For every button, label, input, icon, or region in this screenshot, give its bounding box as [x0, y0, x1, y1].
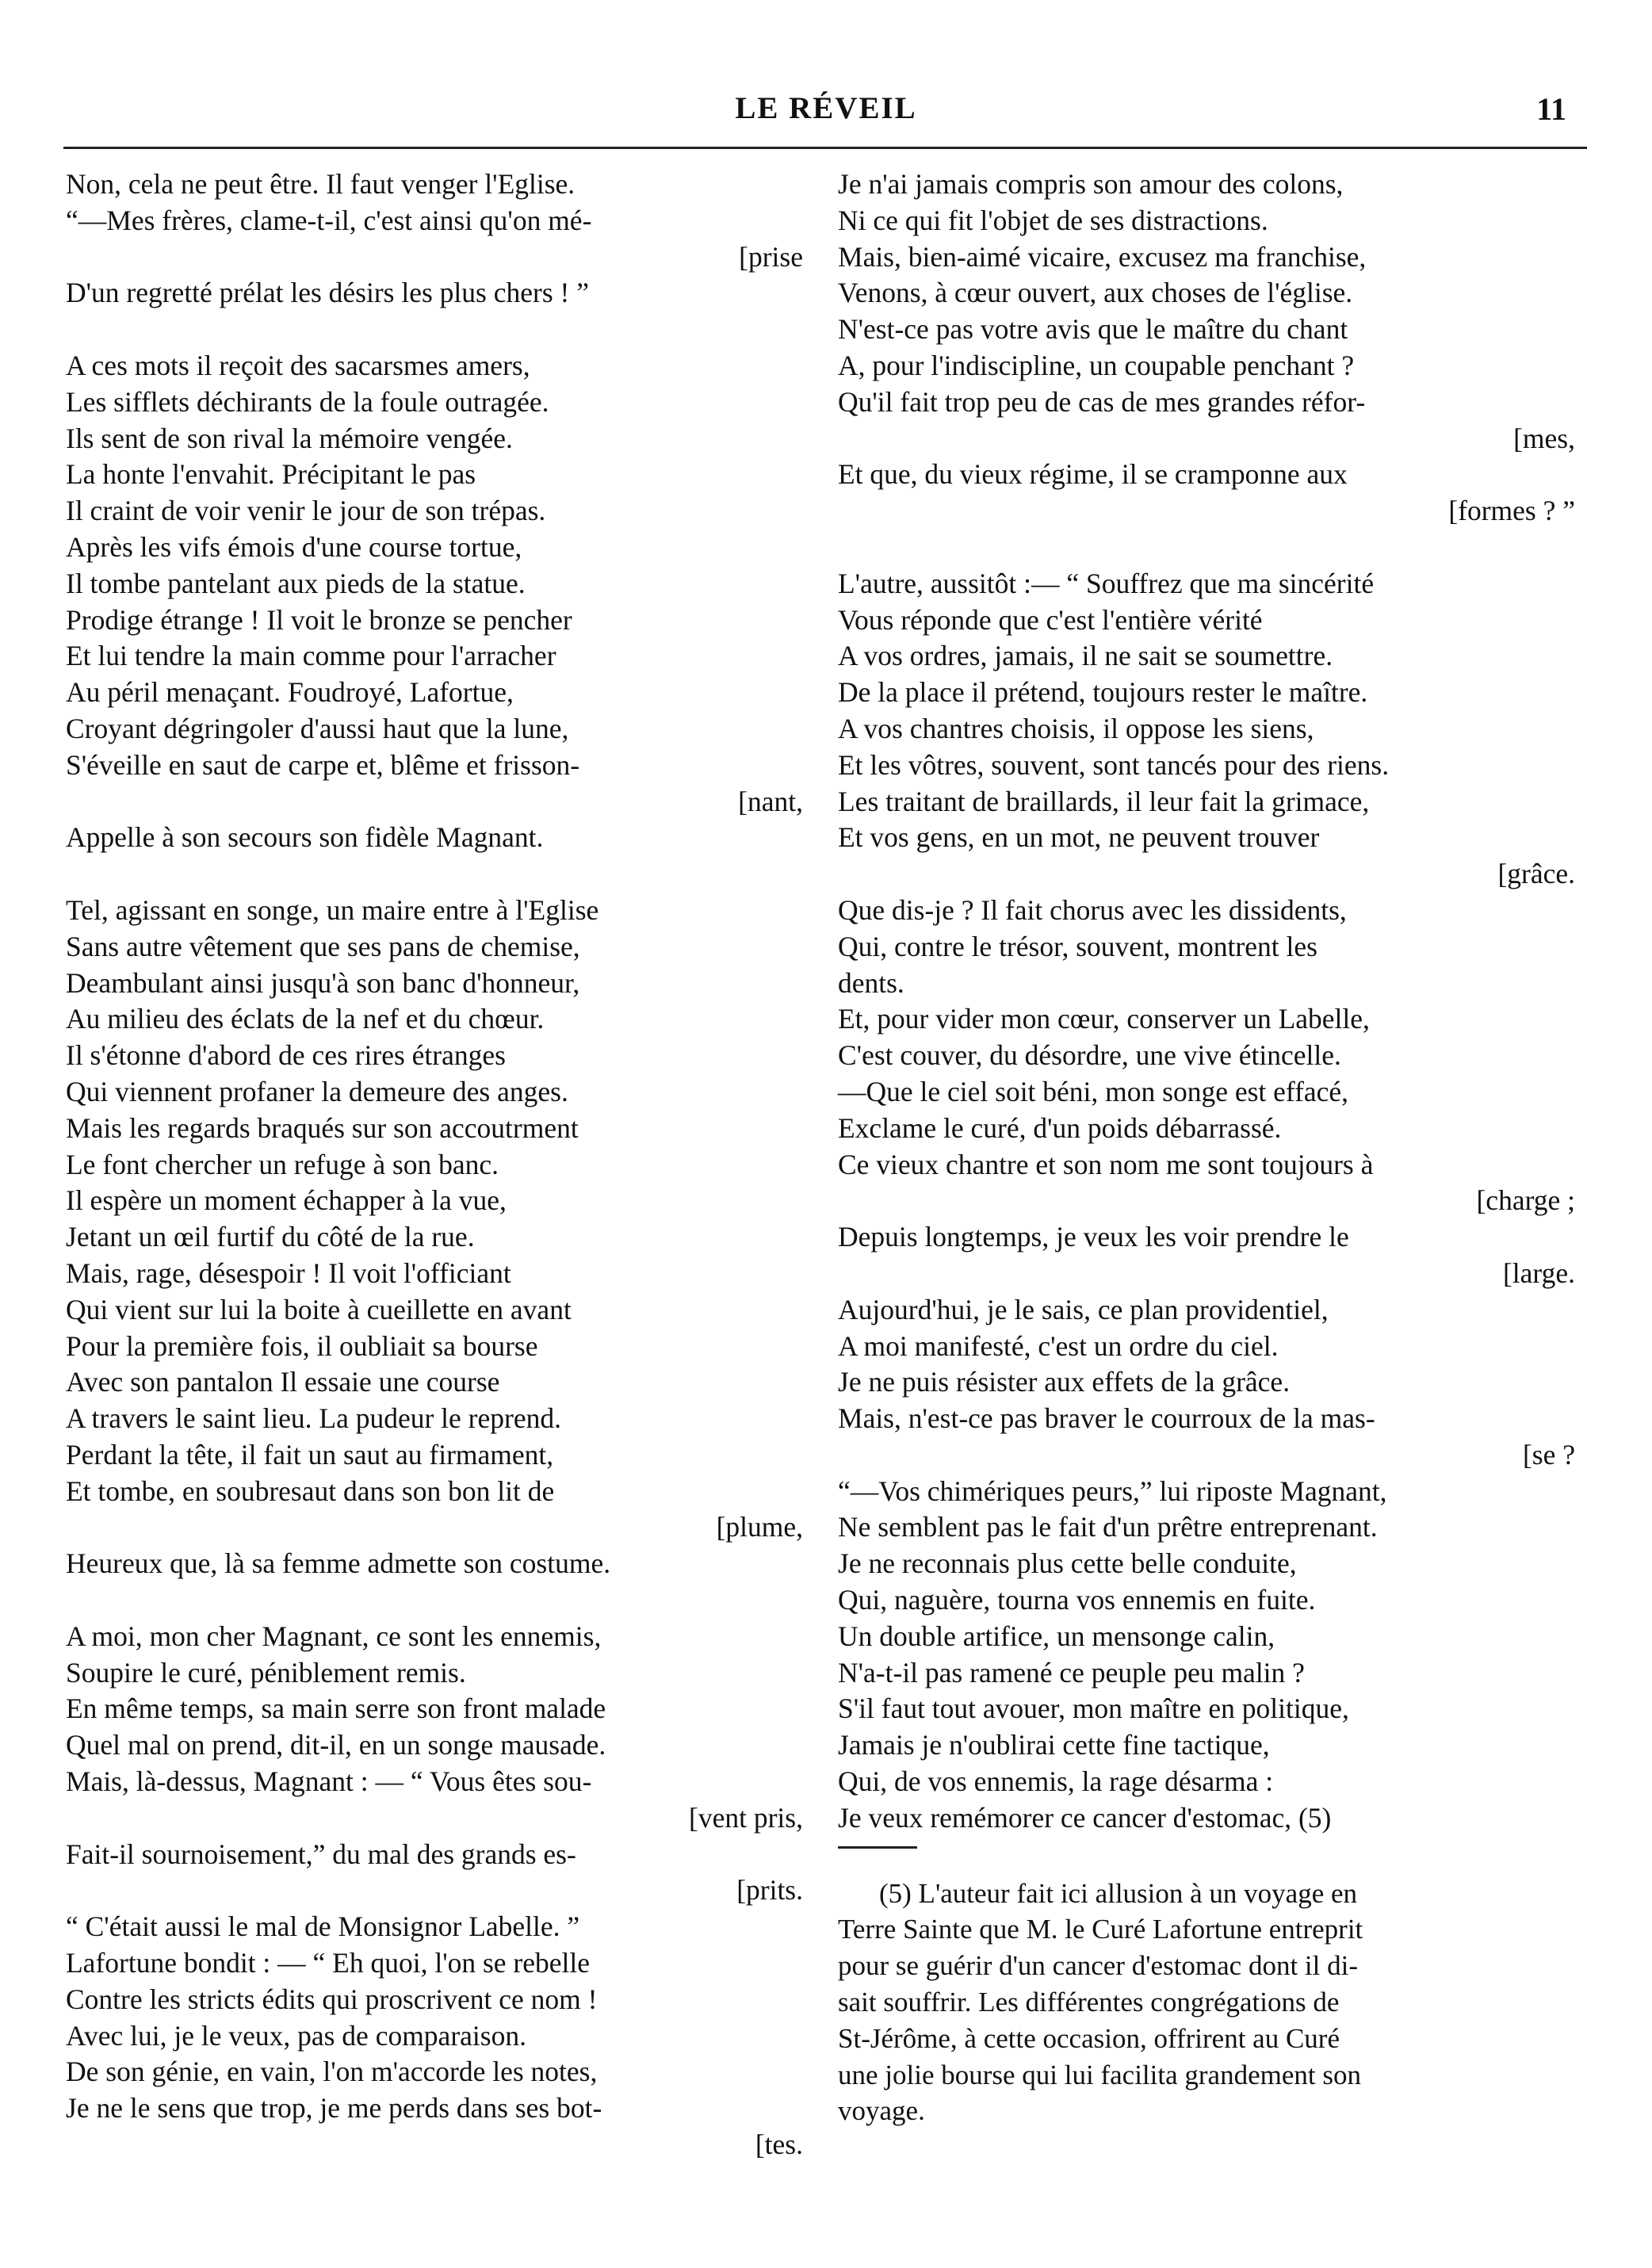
verse-line: Qui, naguère, tourna vos ennemis en fuite. — [838, 1584, 1316, 1616]
verse-line: Les sifflets déchirants de la foule outragée. — [66, 385, 549, 418]
verse-line: Deambulant ainsi jusqu'à son banc d'honneur, — [66, 966, 580, 999]
verse-line: Qui, de vos ennemis, la rage désarma : — [838, 1765, 1274, 1798]
verse-line: Et, pour vider mon cœur, conserver un Labelle, — [838, 1003, 1370, 1035]
verse-line: Je ne reconnais plus cette belle conduite, — [838, 1547, 1297, 1580]
verse-line: Quel mal on prend, dit-il, en un songe mausade. — [66, 1729, 606, 1761]
verse-line: Croyant dégringoler d'aussi haut que la lune, — [66, 712, 569, 744]
verse-line-continuation: [prits. — [736, 1874, 803, 1907]
verse-line: Mais, n'est-ce pas braver le courroux de la mas- — [838, 1402, 1375, 1435]
verse-line: Sans autre vêtement que ses pans de chemise, — [66, 930, 580, 962]
verse-line: Il s'étonne d'abord de ces rires étranges — [66, 1039, 506, 1072]
footnote-line: une jolie bourse qui lui facilita grandement son — [838, 2059, 1361, 2090]
verse-line: Qui, contre le trésor, souvent, montrent les — [838, 930, 1317, 962]
verse-line: A ces mots il reçoit des sacarsmes amers, — [66, 349, 530, 381]
header-rule — [63, 147, 1587, 149]
verse-line: Et tombe, en soubresaut dans son bon lit de — [66, 1474, 555, 1507]
verse-line: N'a-t-il pas ramené ce peuple peu malin ? — [838, 1656, 1305, 1689]
verse-line: Pour la première fois, il oubliait sa bourse — [66, 1329, 538, 1362]
verse-line: Et que, du vieux régime, il se cramponne aux — [838, 458, 1348, 491]
verse-line: Jetant un œil furtif du côté de la rue. — [66, 1221, 475, 1253]
verse-line: A vos chantres choisis, il oppose les siens, — [838, 712, 1314, 744]
verse-line: “ C'était aussi le mal de Monsignor Labelle. ” — [66, 1910, 580, 1943]
verse-line: Les traitant de braillards, il leur fait la grimace, — [838, 785, 1370, 817]
verse-line: Ce vieux chantre et son nom me sont toujours à — [838, 1148, 1374, 1180]
verse-line: Qu'il fait trop peu de cas de mes grandes réfor- — [838, 385, 1366, 418]
verse-line: Exclame le curé, d'un poids débarrassé. — [838, 1111, 1282, 1144]
verse-line: S'éveille en saut de carpe et, blême et frisson- — [66, 748, 580, 781]
verse-line: Avec lui, je le veux, pas de comparaison. — [66, 2019, 526, 2052]
footnote-line: voyage. — [838, 2095, 925, 2127]
verse-line: Je ne le sens que trop, je me perds dans ses bot- — [66, 2092, 602, 2125]
verse-line: Prodige étrange ! Il voit le bronze se pencher — [66, 603, 572, 636]
verse-line: Il tombe pantelant aux pieds de la statue. — [66, 567, 526, 599]
verse-line: Je n'ai jamais compris son amour des colons, — [838, 168, 1344, 200]
verse-line: Appelle à son secours son fidèle Magnant. — [66, 821, 544, 854]
verse-line-continuation: [nant, — [738, 785, 803, 817]
stanza-gap — [66, 1582, 803, 1619]
footnote-line: (5) L'auteur fait ici allusion à un voyage en — [879, 1877, 1358, 1909]
verse-line: Ne semblent pas le fait d'un prêtre entreprenant. — [838, 1511, 1378, 1543]
verse-line: —Que le ciel soit béni, mon songe est effacé, — [838, 1075, 1349, 1107]
verse-line: Au milieu des éclats de la nef et du chœur. — [66, 1003, 545, 1035]
verse-line: De son génie, en vain, l'on m'accorde les notes, — [66, 2056, 598, 2088]
verse-line: A vos ordres, jamais, il ne sait se soumettre. — [838, 640, 1333, 672]
verse-line: Il craint de voir venir le jour de son trépas. — [66, 495, 546, 527]
verse-line-continuation: [se ? — [1522, 1438, 1575, 1471]
verse-line: Qui vient sur lui la boite à cueillette en avant — [66, 1293, 572, 1325]
verse-line: dents. — [838, 966, 904, 999]
verse-line: Mais les regards braqués sur son accoutrment — [66, 1111, 579, 1144]
verse-line: Que dis-je ? Il fait chorus avec les dissidents, — [838, 893, 1347, 926]
verse-line: Vous réponde que c'est l'entière vérité — [838, 603, 1263, 636]
verse-line: Je ne puis résister aux effets de la grâce. — [838, 1366, 1291, 1398]
verse-line: Et les vôtres, souvent, sont tancés pour des riens. — [838, 748, 1390, 781]
verse-line: Qui viennent profaner la demeure des anges. — [66, 1075, 568, 1107]
verse-line-continuation: [prise — [739, 240, 803, 273]
verse-line: L'autre, aussitôt :— “ Souffrez que ma sincérité — [838, 567, 1375, 599]
verse-line: Au péril menaçant. Foudroyé, Lafortue, — [66, 676, 514, 709]
verse-line: Lafortune bondit : — “ Eh quoi, l'on se rebelle — [66, 1947, 590, 1979]
verse-line: En même temps, sa main serre son front malade — [66, 1692, 606, 1725]
stanza-gap — [66, 856, 803, 893]
page-header — [63, 89, 1589, 136]
verse-line: “—Mes frères, clame-t-il, c'est ainsi qu'on mé- — [66, 204, 592, 236]
verse-line: Jamais je n'oublirai cette fine tactique, — [838, 1729, 1270, 1761]
verse-line: Tel, agissant en songe, un maire entre à l'Eglise — [66, 893, 599, 926]
verse-line: Non, cela ne peut être. Il faut venger l'Eglise. — [66, 168, 576, 200]
verse-line: La honte l'envahit. Précipitant le pas — [66, 458, 476, 491]
running-title: LE RÉVEIL — [735, 91, 917, 125]
verse-line: S'il faut tout avouer, mon maître en politique, — [838, 1692, 1349, 1725]
verse-line-continuation: [plume, — [716, 1511, 803, 1543]
verse-line: Mais, rage, désespoir ! Il voit l'officiant — [66, 1256, 511, 1289]
verse-line: Mais, là-dessus, Magnant : — “ Vous êtes sou- — [66, 1765, 592, 1798]
verse-line: N'est-ce pas votre avis que le maître du chant — [838, 313, 1348, 346]
verse-line: De la place il prétend, toujours rester le maître. — [838, 676, 1368, 709]
verse-line: Après les vifs émois d'une course tortue, — [66, 530, 522, 563]
verse-line-continuation: [tes. — [755, 2128, 803, 2161]
verse-line-continuation: [vent pris, — [689, 1801, 803, 1834]
verse-line: Mais, bien-aimé vicaire, excusez ma franchise, — [838, 240, 1367, 273]
verse-line-continuation: [charge ; — [1476, 1184, 1575, 1217]
verse-line-continuation: [mes, — [1513, 422, 1575, 454]
verse-line: C'est couver, du désordre, une vive étincelle. — [838, 1039, 1341, 1072]
verse-line: D'un regretté prélat les désirs les plus chers ! ” — [66, 277, 589, 309]
verse-line: Ni ce qui fit l'objet de ses distractions. — [838, 204, 1268, 236]
verse-line: Depuis longtemps, je veux les voir prendre le — [838, 1221, 1349, 1253]
right-column — [838, 166, 1575, 2129]
stanza-gap — [66, 312, 803, 348]
verse-line: “—Vos chimériques peurs,” lui riposte Magnant, — [838, 1474, 1387, 1507]
footnote-line: Terre Sainte que M. le Curé Lafortune entreprit — [838, 1914, 1363, 1945]
verse-line: Avec son pantalon Il essaie une course — [66, 1366, 500, 1398]
verse-line-continuation: [large. — [1502, 1256, 1575, 1289]
verse-line: A moi manifesté, c'est un ordre du ciel. — [838, 1329, 1279, 1362]
verse-line: Il espère un moment échapper à la vue, — [66, 1184, 507, 1217]
verse-line: Le font chercher un refuge à son banc. — [66, 1148, 499, 1180]
verse-line: Venons, à cœur ouvert, aux choses de l'église. — [838, 277, 1353, 309]
verse-line: A travers le saint lieu. La pudeur le reprend. — [66, 1402, 561, 1435]
left-column — [66, 166, 803, 2163]
verse-line: Soupire le curé, péniblement remis. — [66, 1656, 466, 1689]
verse-line: Je veux remémorer ce cancer d'estomac, (5) — [838, 1801, 1332, 1834]
verse-line: A, pour l'indiscipline, un coupable penchant ? — [838, 349, 1355, 381]
verse-line: Et vos gens, en un mot, ne peuvent trouver — [838, 821, 1320, 854]
stanza-gap — [838, 530, 1575, 566]
verse-line-continuation: [formes ? ” — [1448, 495, 1575, 527]
verse-line: Contre les stricts édits qui proscrivent ce nom ! — [66, 1983, 598, 2015]
verse-line: Aujourd'hui, je le sais, ce plan providentiel, — [838, 1293, 1329, 1325]
verse-line: Fait-il sournoisement,” du mal des grands es- — [66, 1838, 576, 1870]
verse-line: Heureux que, là sa femme admette son costume. — [66, 1547, 611, 1580]
footnote-line: sait souffrir. Les différentes congrégations de — [838, 1987, 1340, 2018]
verse-line: Un double artifice, un mensonge calin, — [838, 1620, 1275, 1652]
verse-line: Perdant la tête, il fait un saut au firmament, — [66, 1438, 554, 1471]
verse-line: Et lui tendre la main comme pour l'arracher — [66, 640, 556, 672]
verse-line: A moi, mon cher Magnant, ce sont les ennemis, — [66, 1620, 602, 1652]
verse-line: Ils sent de son rival la mémoire vengée. — [66, 422, 513, 454]
footnote-line: pour se guérir d'un cancer d'estomac dont il di- — [838, 1950, 1359, 1982]
verse-line-continuation: [grâce. — [1497, 858, 1575, 890]
page-number: 11 — [1536, 91, 1566, 127]
footnote-line: St-Jérôme, à cette occasion, offrirent au Curé — [838, 2022, 1340, 2054]
footnote-separator — [838, 1846, 917, 1876]
